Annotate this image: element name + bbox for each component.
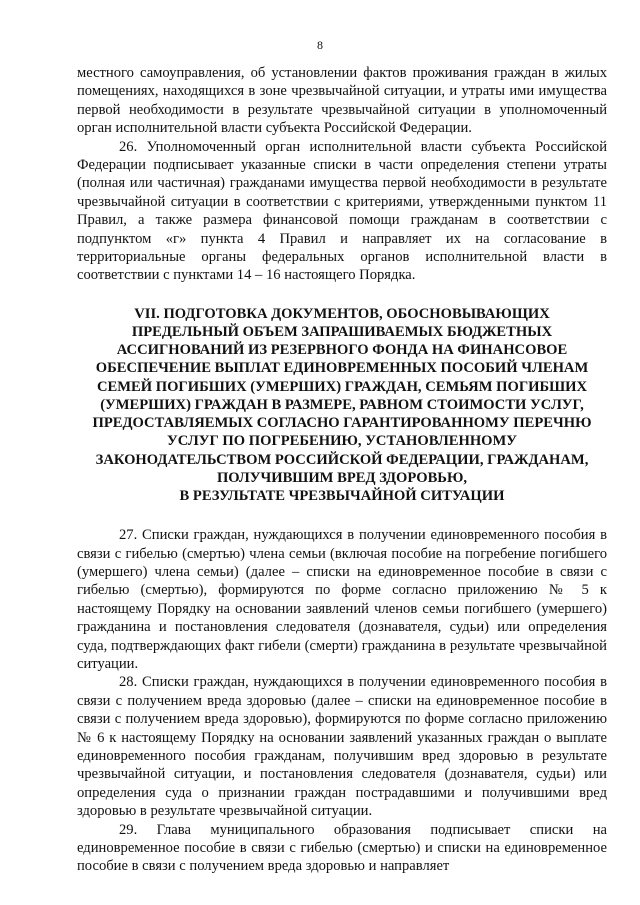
section-heading-line: СЕМЕЙ ПОГИБШИХ (УМЕРШИХ) ГРАЖДАН, СЕМЬЯМ ПОГИБШИХ xyxy=(96,378,588,395)
section-heading xyxy=(77,305,607,505)
section-heading-line: (УМЕРШИХ) ГРАЖДАН В РАЗМЕРЕ, РАВНОМ СТОИМОСТИ УСЛУГ, xyxy=(100,396,584,413)
page-number: 8 xyxy=(317,38,323,52)
section-heading-line: ОБЕСПЕЧЕНИЕ ВЫПЛАТ ЕДИНОВРЕМЕННЫХ ПОСОБИЙ ЧЛЕНАМ xyxy=(95,360,589,377)
paragraph-28: 28. Списки граждан, нуждающихся в получении единовременного пособия в связи с получением вреда здоровью (далее – списки на единовременное пособие в связи с получением вреда здоровью), формируются по форме согласно приложению № 6 к настоящему Порядку на основании заявлений указанных граждан о выплате единовременного пособия гражданам, получившим вред здоровью в результате чрезвычайной ситуации, и постановления следователя (дознавателя, судьи) или определения суда о признании граждан пострадавшими и получившими вред здоровью в результате чрезвычайной ситуации. xyxy=(77,674,607,820)
section-heading-line: ПРЕДЕЛЬНЫЙ ОБЪЕМ ЗАПРАШИВАЕМЫХ БЮДЖЕТНЫХ xyxy=(131,324,553,341)
section-heading-line: ПРЕДОСТАВЛЯЕМЫХ СОГЛАСНО ГАРАНТИРОВАННОМУ ПЕРЕЧНЮ xyxy=(92,415,592,432)
section-heading-line: ЗАКОНОДАТЕЛЬСТВОМ РОССИЙСКОЙ ФЕДЕРАЦИИ, ГРАЖДАНАМ, xyxy=(95,451,589,468)
document-body xyxy=(77,64,607,876)
section-heading-line: ПОЛУЧИВШИМ ВРЕД ЗДОРОВЬЮ, xyxy=(216,469,468,486)
paragraph-continuation: местного самоуправления, об установлении фактов проживания граждан в жилых помещениях, находящихся в зоне чрезвычайной ситуации, и утраты ими имущества первой необходимости в результате чрезвычайной ситуации в уполномоченный орган исполнительной власти субъекта Российской Федерации. xyxy=(77,65,607,137)
paragraph-26: 26. Уполномоченный орган исполнительной власти субъекта Российской Федерации подписывает указанные списки в части определения степени утраты (полная или частичная) гражданами имущества первой необходимости в результате чрезвычайной ситуации в соответствии с критериями, утвержденными пунктом 11 Правил, а также размера финансовой помощи гражданам в соответствии с подпунктом «г» пункта 4 Правил и направляет их на согласование в территориальные органы федеральных органов исполнительной власти в соответствии с пунктами 14 – 16 настоящего Порядка. xyxy=(77,138,607,284)
paragraph-29: 29. Глава муниципального образования подписывает списки на единовременное пособие в связи с гибелью (смертью) и списки на единовременное пособие в связи с получением вреда здоровью и направляет xyxy=(77,821,607,875)
section-heading-line: VII. ПОДГОТОВКА ДОКУМЕНТОВ, ОБОСНОВЫВАЮЩИХ xyxy=(134,305,550,322)
section-heading-line: УСЛУГ ПО ПОГРЕБЕНИЮ, УСТАНОВЛЕННОМУ xyxy=(166,433,518,450)
paragraph-27: 27. Списки граждан, нуждающихся в получении единовременного пособия в связи с гибелью (смертью) члена семьи (включая пособие на погребение погибшего (умершего) члена семьи) (далее – списки на единовременное пособие в связи с гибелью (смертью), формируются по форме согласно приложению № 5 к настоящему Порядку на основании заявлений членов семьи погибшего (умершего) гражданина и постановления следователя (дознавателя, судьи) или определения суда, подтверждающих факт гибели (смерти) гражданина в результате чрезвычайной ситуации. xyxy=(77,527,607,672)
section-heading-line: В РЕЗУЛЬТАТЕ ЧРЕЗВЫЧАЙНОЙ СИТУАЦИИ xyxy=(179,487,505,504)
section-heading-line: АССИГНОВАНИЙ ИЗ РЕЗЕРВНОГО ФОНДА НА ФИНАНСОВОЕ xyxy=(116,342,568,359)
